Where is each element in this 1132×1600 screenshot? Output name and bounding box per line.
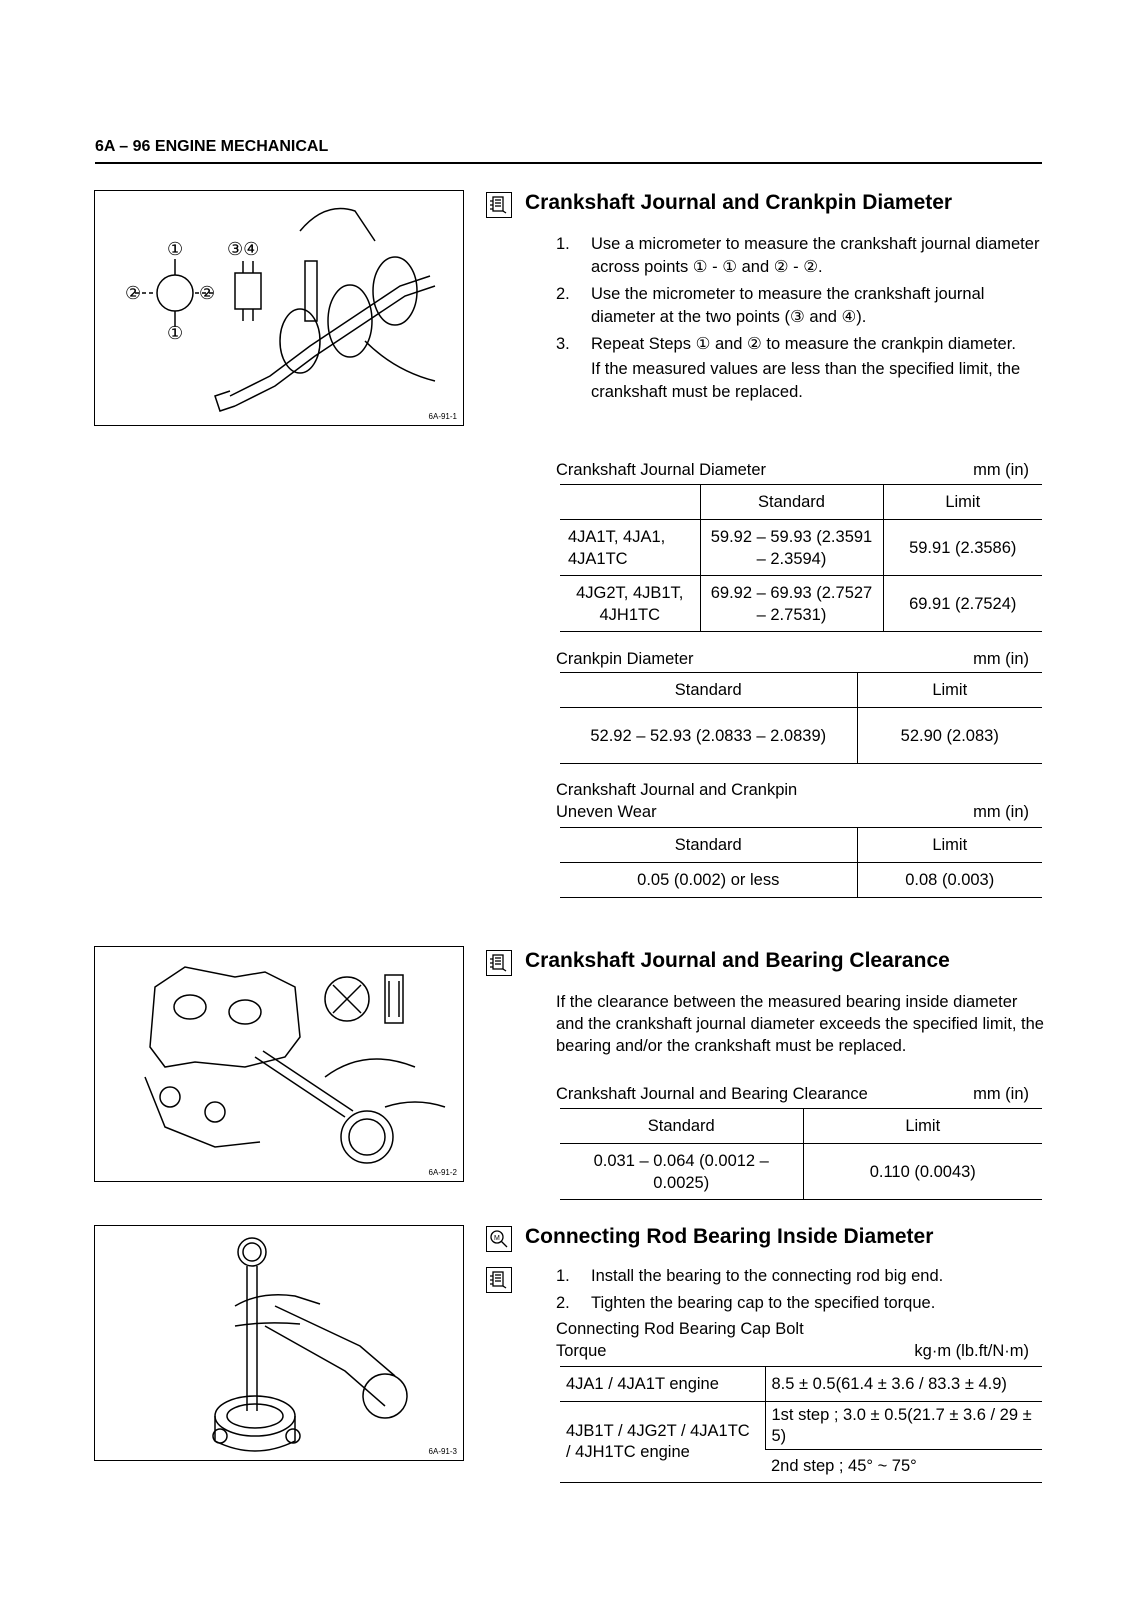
connecting-rod-gauge-illustration <box>95 1226 463 1460</box>
bearing-clearance-illustration <box>95 947 463 1181</box>
step-note: If the measured values are less than the specified limit, the crankshaft must be replaced. <box>591 360 1021 401</box>
point-label-3-4: ③④ <box>227 239 260 259</box>
torque-table <box>560 1366 1042 1483</box>
table-header-row <box>560 828 1042 863</box>
inspect-icon <box>486 192 512 218</box>
header-cell: Limit <box>883 485 1042 520</box>
table-row <box>560 520 1042 576</box>
model-cell: 4JG2T, 4JB1T, 4JH1TC <box>560 576 700 632</box>
journal-diameter-table <box>560 484 1042 632</box>
table-caption-journal <box>556 459 1029 481</box>
step-text: Repeat Steps ① and ② to measure the crankpin diameter. <box>591 335 1016 353</box>
caption-text: Crankpin Diameter <box>556 650 694 668</box>
bearing-clearance-table <box>560 1108 1042 1200</box>
header-cell: Standard <box>560 673 857 708</box>
step-item <box>556 333 1046 404</box>
point-label-2-left: ② <box>125 283 142 303</box>
engine-cell: 4JA1 / 4JA1T engine <box>560 1367 765 1402</box>
bearing-clearance-paragraph: If the clearance between the measured bearing inside diameter and the crankshaft journal diameter exceeds the specified limit, the bearing and/or the crankshaft must be replaced. <box>556 993 1044 1055</box>
step-text: Use the micrometer to measure the crankshaft journal diameter at the two points (③ and ④). <box>591 285 985 326</box>
torque-cell: 2nd step ; 45° ~ 75° <box>765 1450 1042 1483</box>
header-cell: Standard <box>560 1109 803 1144</box>
table-caption-uneven-wear <box>556 779 1029 823</box>
figure-code: 6A-91-2 <box>428 1168 457 1177</box>
measure-icon <box>486 1226 512 1252</box>
header-cell: Standard <box>560 828 857 863</box>
engine-cell: 4JB1T / 4JG2T / 4JA1TC / 4JH1TC engine <box>560 1402 765 1483</box>
step-item <box>556 1292 1046 1315</box>
figure-bearing-clearance <box>94 946 464 1182</box>
standard-cell: 59.92 – 59.93 (2.3591 – 2.3594) <box>700 520 883 576</box>
limit-cell: 0.110 (0.0043) <box>803 1144 1042 1200</box>
inspect-icon <box>486 1267 512 1293</box>
step-number: 2. <box>556 285 570 303</box>
unit-label: mm (in) <box>973 461 1029 479</box>
section-title-bearing-clearance: Crankshaft Journal and Bearing Clearance <box>525 949 950 972</box>
model-cell: 4JA1T, 4JA1, 4JA1TC <box>560 520 700 576</box>
table-row <box>560 1402 1042 1450</box>
table-header-row <box>560 673 1042 708</box>
torque-cell: 8.5 ± 0.5(61.4 ± 3.6 / 83.3 ± 4.9) <box>765 1367 1042 1402</box>
limit-cell: 59.91 (2.3586) <box>883 520 1042 576</box>
step-item <box>556 283 1046 329</box>
unit-label: kg·m (lb.ft/N·m) <box>914 1342 1029 1360</box>
page-header: 6A – 96 ENGINE MECHANICAL <box>95 138 329 155</box>
unit-label: mm (in) <box>973 650 1029 668</box>
table-caption-crankpin <box>556 648 1029 670</box>
figure-code: 6A-91-1 <box>428 412 457 421</box>
standard-cell: 52.92 – 52.93 (2.0833 – 2.0839) <box>560 708 857 764</box>
caption-line: Crankshaft Journal and Crankpin <box>556 781 798 799</box>
torque-cell: 1st step ; 3.0 ± 0.5(21.7 ± 3.6 / 29 ± 5) <box>765 1402 1042 1450</box>
limit-cell: 69.91 (2.7524) <box>883 576 1042 632</box>
step-item <box>556 1265 1046 1288</box>
caption-text: Crankshaft Journal and Bearing Clearance <box>556 1085 868 1103</box>
standard-cell: 0.031 – 0.064 (0.0012 – 0.0025) <box>560 1144 803 1200</box>
header-cell: Limit <box>857 673 1042 708</box>
point-label-1-top: ① <box>167 239 184 259</box>
unit-label: mm (in) <box>973 1085 1029 1103</box>
step-number: 3. <box>556 335 570 353</box>
table-row <box>560 863 1042 898</box>
table-row <box>560 576 1042 632</box>
steps-list <box>556 233 1046 408</box>
step-text: Tighten the bearing cap to the specified torque. <box>591 1294 936 1312</box>
caption-line: Torque <box>556 1342 607 1360</box>
figure-connecting-rod-gauge <box>94 1225 464 1461</box>
limit-cell: 0.08 (0.003) <box>857 863 1042 898</box>
table-header-row <box>560 485 1042 520</box>
step-text: Use a micrometer to measure the crankshaft journal diameter across points ① - ① and ② - ②. <box>591 235 1040 276</box>
step-text: Install the bearing to the connecting rod big end. <box>591 1267 944 1285</box>
limit-cell: 52.90 (2.083) <box>857 708 1042 764</box>
table-caption-bearing-clearance <box>556 1083 1029 1105</box>
table-row <box>560 1144 1042 1200</box>
table-caption-torque <box>556 1318 1029 1362</box>
crankshaft-micrometer-illustration <box>95 191 463 425</box>
standard-cell: 69.92 – 69.93 (2.7527 – 2.7531) <box>700 576 883 632</box>
table-row <box>560 1367 1042 1402</box>
caption-line: Uneven Wear <box>556 803 657 821</box>
step-number: 1. <box>556 1267 570 1285</box>
step-number: 2. <box>556 1294 570 1312</box>
caption-line: Connecting Rod Bearing Cap Bolt <box>556 1320 804 1338</box>
figure-code: 6A-91-3 <box>428 1447 457 1456</box>
header-rule <box>95 162 1042 164</box>
unit-label: mm (in) <box>973 803 1029 821</box>
inspect-icon <box>486 950 512 976</box>
header-cell: Limit <box>803 1109 1042 1144</box>
caption-text: Crankshaft Journal Diameter <box>556 461 767 479</box>
figure-crankshaft-micrometer <box>94 190 464 426</box>
header-cell: Standard <box>700 485 883 520</box>
point-label-1-bottom: ① <box>167 323 184 343</box>
header-cell <box>560 485 700 520</box>
section-title-crankshaft-journal-crankpin: Crankshaft Journal and Crankpin Diameter <box>525 191 953 214</box>
step-number: 1. <box>556 235 570 253</box>
crankpin-diameter-table <box>560 672 1042 764</box>
point-label-2-right: ② <box>199 283 216 303</box>
header-cell: Limit <box>857 828 1042 863</box>
uneven-wear-table <box>560 827 1042 898</box>
step-item <box>556 233 1046 279</box>
svg-text:M: M <box>494 1235 500 1242</box>
table-row <box>560 708 1042 764</box>
table-header-row <box>560 1109 1042 1144</box>
section-title-connecting-rod: Connecting Rod Bearing Inside Diameter <box>525 1225 934 1248</box>
steps-list <box>556 1265 1046 1319</box>
standard-cell: 0.05 (0.002) or less <box>560 863 857 898</box>
